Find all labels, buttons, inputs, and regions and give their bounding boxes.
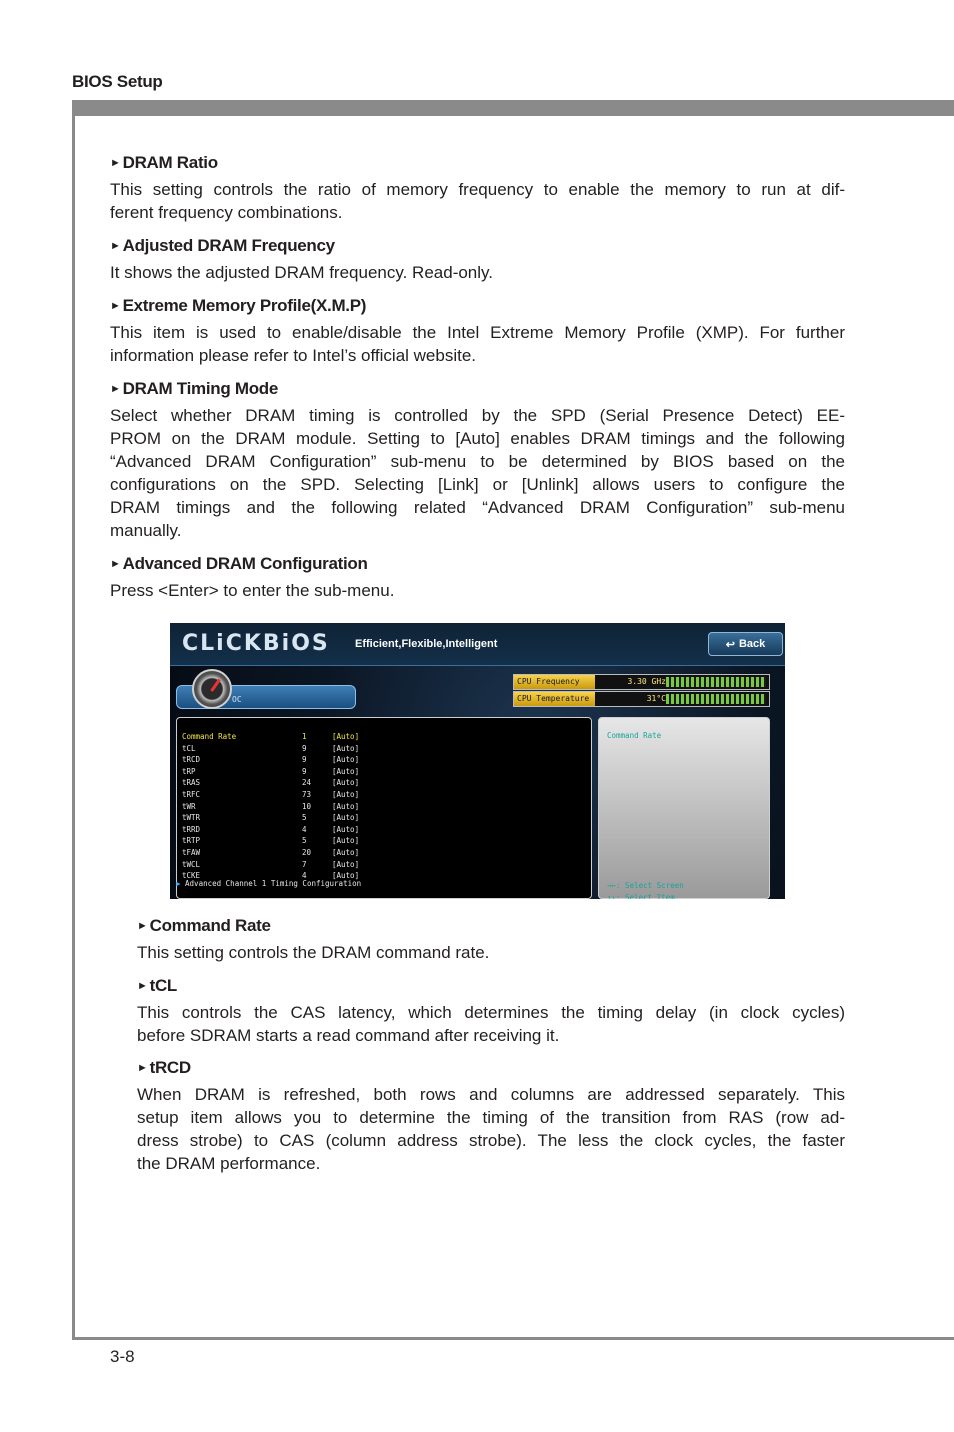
section-heading: [110, 152, 845, 174]
section-heading-text: DRAM Ratio: [122, 153, 218, 172]
section-body-line: the DRAM performance.: [137, 1154, 321, 1173]
section-heading: [137, 975, 845, 997]
bios-setting-name: Command Rate: [182, 732, 237, 741]
section-body: [110, 261, 845, 284]
section-body-line: Press <Enter> to enter the sub-menu.: [110, 581, 395, 600]
section-dram-timing-mode: [110, 378, 845, 542]
section-heading-text: tRCD: [149, 1058, 191, 1077]
bios-setting-name: tWR: [182, 801, 196, 811]
section-body-line: DRAM timings and the following related “Advanced DRAM Configuration” sub-menu: [110, 498, 845, 517]
bullet-triangle-icon: ►: [137, 980, 148, 992]
bios-setting-value: 4: [302, 871, 307, 881]
section-heading-text: Adjusted DRAM Frequency: [122, 236, 335, 255]
section-body: [110, 404, 845, 542]
section-body-line: When DRAM is refreshed, both rows and columns are addressed separately. This: [137, 1085, 845, 1104]
bullet-triangle-icon: ►: [137, 920, 148, 932]
bullet-triangle-icon: ►: [137, 1062, 148, 1074]
section-body-line: “Advanced DRAM Configuration” sub-menu to be determined by BIOS based on the: [110, 452, 845, 471]
help-title: Command Rate: [607, 731, 662, 740]
cpu-frequency-label: CPU Frequency: [514, 675, 595, 689]
bios-setting-name: tRFC: [182, 790, 201, 799]
bios-tagline: Efficient,Flexible,Intelligent: [355, 638, 498, 650]
bios-setting-mode: [Auto]: [332, 743, 360, 753]
section-heading-text: DRAM Timing Mode: [122, 379, 279, 398]
bios-setting-mode: [Auto]: [332, 836, 360, 846]
bullet-triangle-icon: ►: [110, 383, 121, 395]
section-heading-text: Advanced DRAM Configuration: [122, 554, 368, 573]
section-heading-text: tCL: [149, 976, 178, 995]
bios-setting-value: 1: [302, 732, 307, 741]
bios-setting-name: tRCD: [182, 755, 201, 765]
section-command-rate: [137, 915, 845, 964]
back-button[interactable]: [708, 632, 783, 656]
bios-setting-mode: [Auto]: [332, 813, 360, 823]
section-body: [137, 1083, 845, 1175]
bios-setting-value: 20: [302, 848, 312, 857]
bios-setting-value: 9: [302, 766, 307, 776]
section-body-line: manually.: [110, 521, 182, 540]
section-extreme-memory-profile-x-m-p: [110, 295, 845, 367]
bios-setting-mode: [Auto]: [332, 824, 360, 834]
bullet-triangle-icon: ►: [110, 157, 121, 169]
bios-setting-value: 73: [302, 790, 312, 799]
section-body-line: ferent frequency combinations.: [110, 203, 343, 222]
bios-setting-mode: [Auto]: [332, 859, 360, 869]
bios-setting-name: tCKE: [182, 871, 201, 881]
section-body-line: This controls the CAS latency, which determines the timing delay (in clock cycles): [137, 1003, 845, 1022]
bios-setting-name: tRAS: [182, 778, 201, 788]
section-body: [137, 1001, 845, 1047]
bios-setting-mode: [Auto]: [332, 801, 360, 811]
clickbios-logo: CLiCKBiOS: [182, 631, 330, 656]
bios-setting-value: 5: [302, 836, 307, 846]
section-body-line: Select whether DRAM timing is controlled by the SPD (Serial Presence Detect) EE-: [110, 406, 845, 425]
bios-setting-value: 24: [302, 778, 312, 788]
section-body: [110, 321, 845, 367]
bullet-triangle-icon: ►: [110, 558, 121, 570]
bios-setting-value: 7: [302, 859, 307, 869]
bios-setting-value: 5: [302, 813, 307, 823]
section-body-line: dress strobe) to CAS (column address strobe). The less the clock cycles, the faster: [137, 1131, 845, 1150]
bios-setting-name: tCL: [182, 743, 196, 753]
bios-setting-value: 9: [302, 755, 307, 765]
bios-setting-mode: [Auto]: [332, 778, 360, 788]
cpu-frequency-readout: [513, 674, 770, 690]
oc-menu-label: OC: [232, 695, 242, 704]
back-button-label: Back: [738, 638, 766, 650]
section-body-line: It shows the adjusted DRAM frequency. Read-only.: [110, 263, 493, 282]
page-number: 3-8: [110, 1347, 135, 1366]
section-body-line: PROM on the DRAM module. Setting to [Auto] enables DRAM timings and the following: [110, 429, 845, 448]
bios-setting-mode: [Auto]: [332, 871, 360, 881]
section-body: [110, 579, 845, 602]
bios-setting-mode: [Auto]: [332, 755, 360, 765]
section-heading: [110, 295, 845, 317]
bullet-triangle-icon: ►: [110, 300, 121, 312]
section-heading: [110, 235, 845, 257]
section-heading-text: Extreme Memory Profile(X.M.P): [122, 296, 367, 315]
cpu-frequency-meter: [666, 677, 766, 687]
section-heading: [110, 378, 845, 400]
section-body: [110, 178, 845, 224]
section-body: [137, 941, 845, 964]
bullet-triangle-icon: ►: [110, 240, 121, 252]
advanced-channel-label: Advanced Channel 1 Timing Configuration: [185, 879, 362, 888]
section-heading-text: Command Rate: [149, 916, 271, 935]
help-key-screen: →←: Select Screen: [607, 881, 684, 890]
section-heading: [137, 915, 845, 937]
footer-rule: [72, 1337, 954, 1340]
clickbios-screenshot: [170, 623, 785, 899]
submenu-arrow-icon: ▶: [176, 879, 181, 888]
cpu-temperature-value: 31°C: [646, 694, 666, 703]
speedometer-icon: [192, 669, 232, 709]
section-body-line: configurations on the SPD. Selecting [Link] or [Unlink] allows users to configure the: [110, 475, 845, 494]
bios-setting-value: 9: [302, 743, 307, 753]
section-body-line: This item is used to enable/disable the Intel Extreme Memory Profile (XMP). For further: [110, 323, 845, 342]
help-panel: [598, 717, 770, 899]
section-tcl: [137, 975, 845, 1047]
bios-setting-name: tRRD: [182, 824, 201, 834]
settings-panel: [176, 717, 592, 899]
bios-setting-mode: [Auto]: [332, 790, 360, 799]
bios-setting-mode: [Auto]: [332, 848, 360, 857]
bios-setting-name: tRP: [182, 766, 196, 776]
advanced-channel-item[interactable]: [176, 879, 361, 888]
bios-setting-value: 10: [302, 801, 312, 811]
bios-setting-mode: [Auto]: [332, 766, 360, 776]
header-rule: [72, 100, 954, 116]
section-body-line: setup item allows you to determine the timing of the transition from RAS (row ad-: [137, 1108, 845, 1127]
cpu-temperature-meter: [666, 694, 766, 704]
section-advanced-dram-configuration: [110, 553, 845, 602]
bios-setting-name: tWTR: [182, 813, 201, 823]
section-body-line: This setting controls the DRAM command rate.: [137, 943, 490, 962]
section-body-line: information please refer to Intel’s official website.: [110, 346, 477, 365]
help-key-item: ↑↓: Select Item: [607, 893, 675, 899]
cpu-temperature-readout: [513, 691, 770, 707]
section-body-line: before SDRAM starts a read command after receiving it.: [137, 1026, 560, 1045]
cpu-frequency-value: 3.30 GHz: [627, 677, 666, 686]
section-trcd: [137, 1057, 845, 1175]
section-dram-ratio: [110, 152, 845, 224]
cpu-temperature-label: CPU Temperature: [514, 692, 595, 706]
bios-setting-name: tRTP: [182, 836, 201, 846]
section-heading: [110, 553, 845, 575]
bios-setting-name: tFAW: [182, 848, 201, 857]
bios-setting-mode: [Auto]: [332, 732, 360, 741]
bios-setting-name: tWCL: [182, 859, 201, 869]
section-adjusted-dram-frequency: [110, 235, 845, 284]
section-body-line: This setting controls the ratio of memory frequency to enable the memory to run at dif-: [110, 180, 845, 199]
page-header-title: BIOS Setup: [72, 72, 163, 91]
left-margin-rule: [72, 100, 75, 1340]
section-heading: [137, 1057, 845, 1079]
back-arrow-icon: ↩: [725, 638, 735, 651]
bios-setting-value: 4: [302, 824, 307, 834]
